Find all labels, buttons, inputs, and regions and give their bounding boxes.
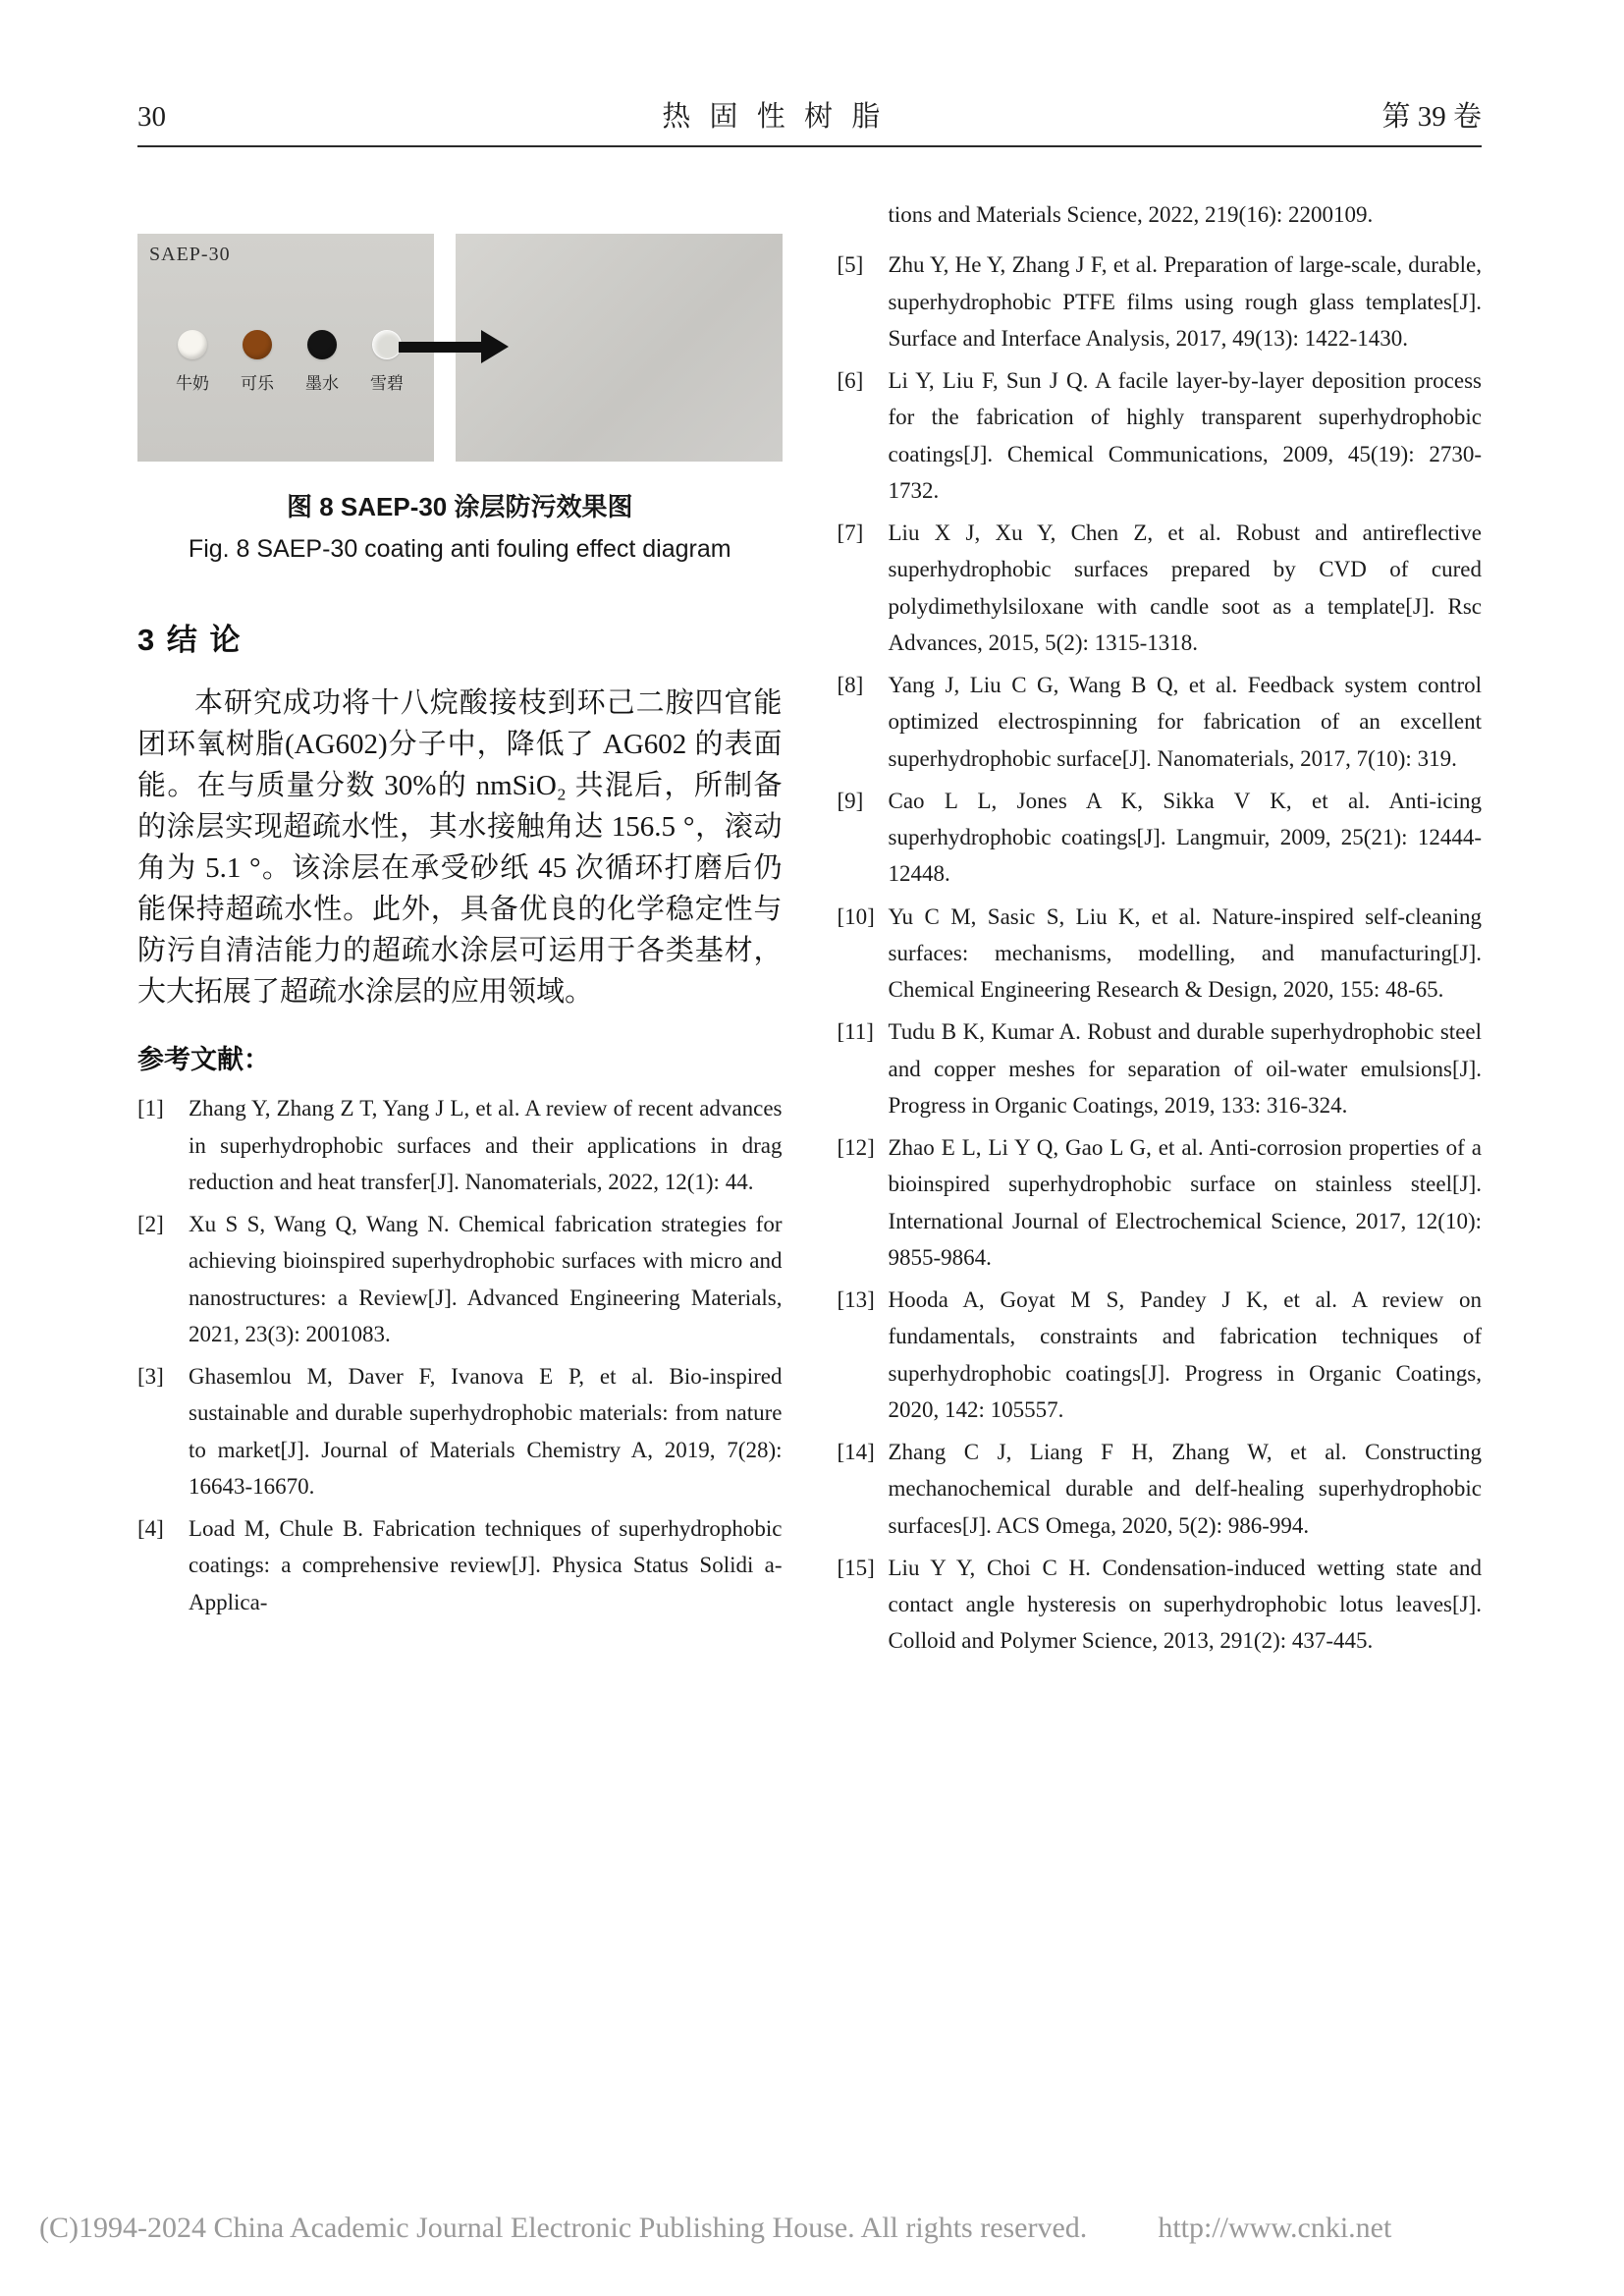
- reference-item-3: [137, 1358, 783, 1504]
- reference-number: [12]: [837, 1135, 875, 1160]
- figure-caption-zh: 图 8 SAEP-30 涂层防污效果图: [286, 492, 633, 521]
- reference-text: Zhang C J, Liang F H, Zhang W, et al. Constructing mechanochemical durable and delf-healing superhydrophobic surfaces[J]. ACS Omega, 2020, 5(2): 986-994.: [888, 1440, 1482, 1538]
- sprite-droplet-icon: [372, 330, 402, 359]
- two-column-body: [137, 196, 1482, 1666]
- reference-number: [2]: [137, 1212, 164, 1237]
- reference-number: [3]: [137, 1364, 164, 1390]
- copyright-text: (C)1994-2024 China Academic Journal Electronic Publishing House. All rights reserved.: [39, 2212, 1088, 2244]
- reference-item-13: [838, 1282, 1483, 1428]
- droplet-row: [171, 330, 408, 394]
- header-divider: [137, 145, 1482, 147]
- page-number: 30: [137, 101, 166, 133]
- reference-item-5: [838, 246, 1483, 356]
- reference-number: [9]: [837, 788, 864, 813]
- journal-title: 热 固 性 树 脂: [662, 101, 887, 133]
- cola-droplet-icon: [243, 330, 272, 359]
- milk-droplet-icon: [178, 330, 207, 359]
- reference-text: Ghasemlou M, Daver F, Ivanova E P, et al. Bio-inspired sustainable and durable superhydrophobic materials: from nature to market[J]. Journal of Materials Chemistry A, 2019, 7(28): 16643-16670.: [189, 1364, 783, 1499]
- reference-text: Hooda A, Goyat M S, Pandey J K, et al. A review on fundamentals, constraints and fabrication techniques of superhydrophobic coatings[J]. Progress in Organic Coatings, 2020, 142: 105557.: [888, 1287, 1482, 1422]
- reference-item-8: [838, 667, 1483, 777]
- conclusion-heading: 3 结 论: [137, 623, 243, 657]
- reference-item-4: [137, 1510, 783, 1620]
- left-column: [137, 196, 783, 1666]
- conclusion-paragraph: 本研究成功将十八烷酸接枝到环己二胺四官能团环氧树脂(AG602)分子中，降低了 AG602 的表面能。在与质量分数 30%的 nmSiO₂ 共混后，所制备的涂层实现超疏水性，其水接触角达 156.5 °，滚动角为 5.1 °。该涂层在承受砂纸 45 次循环打磨后仍能保持超疏水性。此外，具备优良的化学稳定性与防污自清洁能力的超疏水涂层可运用于各类基材，大大拓展了超疏水涂层的应用领域。: [137, 687, 783, 1009]
- right-column: [838, 196, 1483, 1666]
- reference-text: Xu S S, Wang Q, Wang N. Chemical fabrication strategies for achieving bioinspired superhydrophobic surfaces with micro and nanostructures: a Review[J]. Advanced Engineering Materials, 2021, 23(3): 2001083.: [189, 1212, 783, 1346]
- reference-number: [11]: [837, 1019, 874, 1045]
- volume-label: 第 39 卷: [1381, 101, 1482, 133]
- reference-number: [5]: [837, 252, 864, 278]
- reference-text: Yang J, Liu C G, Wang B Q, et al. Feedback system control optimized electrospinning for fabrication of an excellent superhydrophobic surface[J]. Nanomaterials, 2017, 7(10): 319.: [888, 673, 1482, 771]
- reference-item-6: [838, 362, 1483, 509]
- ink-droplet-label: 墨水: [305, 374, 339, 393]
- arrow-shaft: [399, 342, 481, 353]
- references-left: [137, 1090, 783, 1620]
- reference-number: [14]: [837, 1440, 875, 1464]
- reference-item-11: [838, 1013, 1483, 1123]
- reference-item-4-continued: tions and Materials Science, 2022, 219(16): 2200109.: [888, 202, 1374, 227]
- reference-text: Li Y, Liu F, Sun J Q. A facile layer-by-layer deposition process for the fabrication of highly transparent superhydrophobic coatings[J]. Chemical Communications, 2009, 45(19): 2730-1732.: [888, 368, 1482, 503]
- reference-text: Load M, Chule B. Fabrication techniques of superhydrophobic coatings: a comprehensive review[J]. Physica Status Solidi a-Applica-: [189, 1516, 783, 1614]
- sprite-droplet-label: 雪碧: [370, 374, 404, 393]
- reference-item-9: [838, 783, 1483, 893]
- cnki-url: http://www.cnki.net: [1158, 2212, 1392, 2244]
- reference-text: Cao L L, Jones A K, Sikka V K, et al. Anti-icing superhydrophobic coatings[J]. Langmuir, 2009, 25(21): 12444-12448.: [888, 788, 1482, 887]
- references-right: [838, 246, 1483, 1659]
- reference-text: Zhu Y, He Y, Zhang J F, et al. Preparation of large-scale, durable, superhydrophobic PTFE films using rough glass templates[J]. Surface and Interface Analysis, 2017, 49(13): 1422-1430.: [888, 252, 1482, 351]
- photo-sample-label: SAEP-30: [149, 244, 231, 265]
- figure-8: [137, 234, 783, 564]
- reference-number: [8]: [837, 673, 864, 697]
- reference-text: Yu C M, Sasic S, Liu K, et al. Nature-inspired self-cleaning surfaces: mechanisms, modelling, and manufacturing[J]. Chemical Engineering Research & Design, 2020, 155: 48-65.: [888, 903, 1482, 1002]
- droplet-cola-group: [236, 330, 279, 394]
- reference-number: [1]: [137, 1096, 164, 1121]
- reference-item-15: [838, 1550, 1483, 1660]
- page-header: [137, 94, 1482, 135]
- reference-item-7: [838, 515, 1483, 661]
- figure-caption-en: Fig. 8 SAEP-30 coating anti fouling effect diagram: [188, 535, 731, 563]
- reference-item-2: [137, 1206, 783, 1352]
- reference-number: [10]: [837, 903, 875, 929]
- reference-text: Liu X J, Xu Y, Chen Z, et al. Robust and antireflective superhydrophobic surfaces prepared by CVD of cured polydimethylsiloxane with candle soot as a template[J]. Rsc Advances, 2015, 5(2): 1315-1318.: [888, 520, 1482, 655]
- reference-number: [7]: [837, 520, 864, 545]
- photo-before-droplets: [137, 234, 434, 462]
- references-heading: 参考文献：: [137, 1045, 270, 1075]
- reference-text: Zhang Y, Zhang Z T, Yang J L, et al. A review of recent advances in superhydrophobic surfaces and their applications in drag reduction and heat transfer[J]. Nanomaterials, 2022, 12(1): 44.: [189, 1096, 783, 1194]
- reference-number: [13]: [837, 1287, 875, 1312]
- reference-item-1: [137, 1090, 783, 1200]
- reference-item-12: [838, 1129, 1483, 1276]
- cola-droplet-label: 可乐: [241, 374, 274, 393]
- ink-droplet-icon: [307, 330, 337, 359]
- reference-item-14: [838, 1434, 1483, 1544]
- right-arrow-icon: [399, 330, 509, 363]
- droplet-milk-group: [171, 330, 214, 394]
- reference-number: [15]: [837, 1555, 875, 1580]
- reference-text: Zhao E L, Li Y Q, Gao L G, et al. Anti-corrosion properties of a bioinspired superhydrophobic surface on stainless steel[J]. International Journal of Electrochemical Science, 2017, 12(10): 9855-9864.: [888, 1135, 1482, 1270]
- droplet-ink-group: [300, 330, 344, 394]
- arrow-head: [481, 330, 509, 363]
- reference-text: Tudu B K, Kumar A. Robust and durable superhydrophobic steel and copper meshes for separation of oil-water emulsions[J]. Progress in Organic Coatings, 2019, 133: 316-324.: [888, 1019, 1482, 1118]
- reference-text: Liu Y Y, Choi C H. Condensation-induced wetting state and contact angle hysteresis on superhydrophobic lotus leaves[J]. Colloid and Polymer Science, 2013, 291(2): 437-445.: [888, 1555, 1482, 1654]
- milk-droplet-label: 牛奶: [176, 374, 209, 393]
- page-footer: [39, 2212, 1585, 2245]
- reference-number: [4]: [137, 1516, 164, 1542]
- reference-item-10: [838, 899, 1483, 1009]
- figure-photos: [137, 234, 783, 462]
- reference-number: [6]: [837, 368, 864, 393]
